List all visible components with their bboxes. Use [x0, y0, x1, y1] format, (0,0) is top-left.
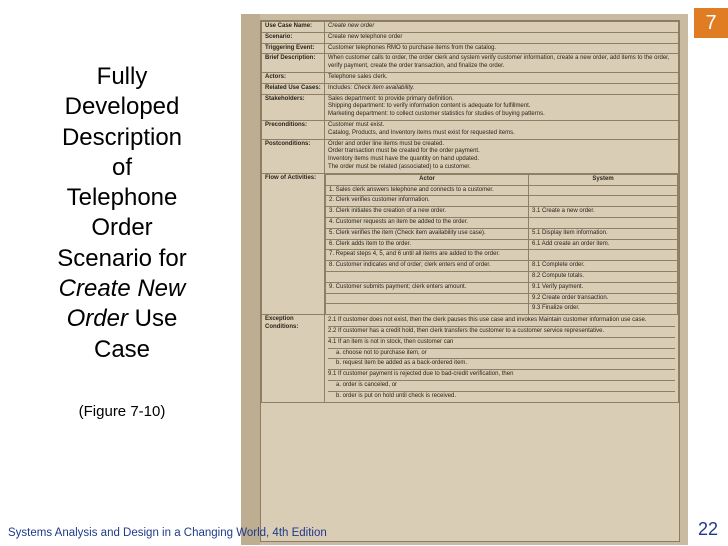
postcondition-line: The order must be related (associated) to a customer.: [328, 163, 471, 170]
row-brief: [262, 54, 679, 73]
flow-row: [326, 250, 678, 261]
flow-system: [529, 185, 678, 196]
stakeholder-line: Sales department: to provide primary definition.: [328, 95, 454, 102]
exception-line: b. request item be added as a back-ordered item.: [328, 359, 675, 370]
row-stakeholders: [262, 94, 679, 120]
row-related: [262, 83, 679, 94]
label-use-case-name: Use Case Name:: [262, 22, 325, 33]
exception-line: 2.2 If customer has a credit hold, then clerk transfers the customer to a customer service representative.: [328, 327, 675, 338]
exception-line: 4.1 If an item is not in stock, then customer can: [328, 338, 675, 349]
title-line: Order: [91, 214, 153, 242]
title-line: Telephone: [66, 184, 178, 212]
document-scan: [241, 14, 688, 545]
value-scenario: Create new telephone order: [325, 32, 679, 43]
footer-text: Systems Analysis and Design in a Changing World, 4th Edition: [8, 527, 327, 539]
flow-row: [326, 293, 678, 304]
page-number: 22: [698, 519, 719, 539]
flow-row: [326, 185, 678, 196]
flow-actor: [326, 293, 529, 304]
row-exceptions: [262, 315, 679, 403]
title-line: [40, 304, 204, 334]
precondition-line: Catalog, Products, and Inventory items must exist for requested items.: [328, 129, 515, 136]
value-stakeholders: [325, 94, 679, 120]
exception-line: 9.1 If customer payment is rejected due to bad-credit verification, then: [328, 370, 675, 381]
exception-line: a. choose not to purchase item, or: [328, 349, 675, 360]
postcondition-line: Inventory items must have the quantity on hand updated.: [328, 156, 480, 163]
system-header: System: [529, 174, 678, 185]
flow-row: [326, 261, 678, 272]
flow-system: [529, 217, 678, 228]
flow-row: [326, 207, 678, 218]
postcondition-line: Order transaction must be created for the order payment.: [328, 148, 480, 155]
title-line: Create New: [58, 275, 186, 303]
title-line: Fully: [96, 63, 148, 90]
label-stakeholders: Stakeholders:: [262, 94, 325, 120]
flow-row: [326, 217, 678, 228]
value-use-case-name: [325, 22, 679, 33]
title-line: Case: [93, 335, 151, 363]
row-preconditions: [262, 120, 679, 139]
row-flow: [262, 173, 679, 314]
flow-actor: 5. Clerk verifies the item (Check item availability use case).: [326, 228, 529, 239]
postcondition-line: Order and order line items must be created.: [328, 140, 445, 147]
flow-system: 9.1 Verify payment.: [529, 282, 678, 293]
flow-actor: 4. Customer requests an item be added to the order.: [326, 217, 529, 228]
flow-actor: 2. Clerk verifies customer information.: [326, 196, 529, 207]
flow-row: [326, 282, 678, 293]
label-postconditions: Postconditions:: [262, 139, 325, 173]
slide-title: [40, 62, 204, 365]
flow-system: 9.3 Finalize order.: [529, 304, 678, 314]
flow-system: 8.2 Compute totals.: [529, 271, 678, 282]
flow-row: [326, 196, 678, 207]
flow-system: 8.1 Complete order.: [529, 261, 678, 272]
stakeholder-line: Marketing department: to collect customer statistics for studies of buying patterns.: [328, 111, 545, 118]
actor-header: Actor: [326, 174, 529, 185]
flow-system: 6.1 Add create an order item.: [529, 239, 678, 250]
title-line: Scenario for: [57, 244, 187, 272]
title-italic: Order: [66, 305, 128, 333]
exception-line: 2.1 If customer does not exist, then the clerk pauses this use case and invokes Maintain customer information use case.: [328, 316, 675, 327]
exception-line: a. order is canceled, or: [328, 381, 675, 392]
use-case-name-text: Create new order: [328, 23, 375, 29]
label-actors: Actors:: [262, 72, 325, 83]
label-flow: Flow of Activities:: [262, 173, 325, 314]
title-rest: Use: [128, 305, 178, 333]
flow-actor: 3. Clerk initiates the creation of a new order.: [326, 207, 529, 218]
label-trigger: Triggering Event:: [262, 43, 325, 54]
title-line: of: [111, 153, 132, 181]
flow-actor: 7. Repeat steps 4, 5, and 6 until all items are added to the order.: [326, 250, 529, 261]
label-brief: Brief Description:: [262, 54, 325, 73]
related-prefix: Includes:: [328, 84, 354, 91]
row-trigger: [262, 43, 679, 54]
flow-actor: 8. Customer indicates end of order; clerk enters end of order.: [326, 261, 529, 272]
related-value: Check item availability.: [353, 84, 415, 91]
value-actors: Telephone sales clerk.: [325, 72, 679, 83]
flow-header: [326, 174, 678, 185]
flow-table-cell: [325, 173, 679, 314]
flow-system: 5.1 Display item information.: [529, 228, 678, 239]
value-related: [325, 83, 679, 94]
flow-system: 3.1 Create a new order.: [529, 207, 678, 218]
stakeholder-line: Shipping department: to verify information content is adequate for fulfillment.: [328, 103, 531, 110]
flow-system: [529, 196, 678, 207]
value-trigger: Customer telephones RMO to purchase items from the catalog.: [325, 43, 679, 54]
flow-actor: [326, 271, 529, 282]
value-brief: When customer calls to order, the order clerk and system verify customer information, create a new order, add items to the order, verify payment, create the order transaction, and finalize the order.: [325, 54, 679, 73]
row-name: [262, 22, 679, 33]
value-postconditions: [325, 139, 679, 173]
flow-actor: 6. Clerk adds item to the order.: [326, 239, 529, 250]
exception-line: b. order is put on hold until check is received.: [336, 392, 457, 399]
flow-row: [326, 271, 678, 282]
value-preconditions: [325, 120, 679, 139]
flow-table: [325, 174, 678, 314]
value-exceptions: [325, 315, 679, 403]
flow-actor: [326, 304, 529, 314]
use-case-form: [260, 20, 680, 542]
row-postconditions: [262, 139, 679, 173]
flow-system: 9.2 Create order transaction.: [529, 293, 678, 304]
flow-row: [326, 304, 678, 314]
label-preconditions: Preconditions:: [262, 120, 325, 139]
title-line: Developed: [64, 93, 180, 121]
row-scenario: [262, 32, 679, 43]
label-exceptions: Exception Conditions:: [262, 315, 325, 403]
flow-row: [326, 239, 678, 250]
use-case-table: [261, 21, 679, 403]
flow-actor: 1. Sales clerk answers telephone and connects to a customer.: [326, 185, 529, 196]
row-actors: [262, 72, 679, 83]
scan-edge: [241, 14, 260, 545]
flow-row: [326, 228, 678, 239]
precondition-line: Customer must exist.: [328, 121, 385, 128]
flow-system: [529, 250, 678, 261]
figure-reference: (Figure 7-10): [78, 403, 166, 420]
label-scenario: Scenario:: [262, 32, 325, 43]
label-related: Related Use Cases:: [262, 83, 325, 94]
flow-actor: 9. Customer submits payment; clerk enters amount.: [326, 282, 529, 293]
title-line: Description: [61, 123, 183, 151]
chapter-badge: 7: [694, 8, 728, 38]
